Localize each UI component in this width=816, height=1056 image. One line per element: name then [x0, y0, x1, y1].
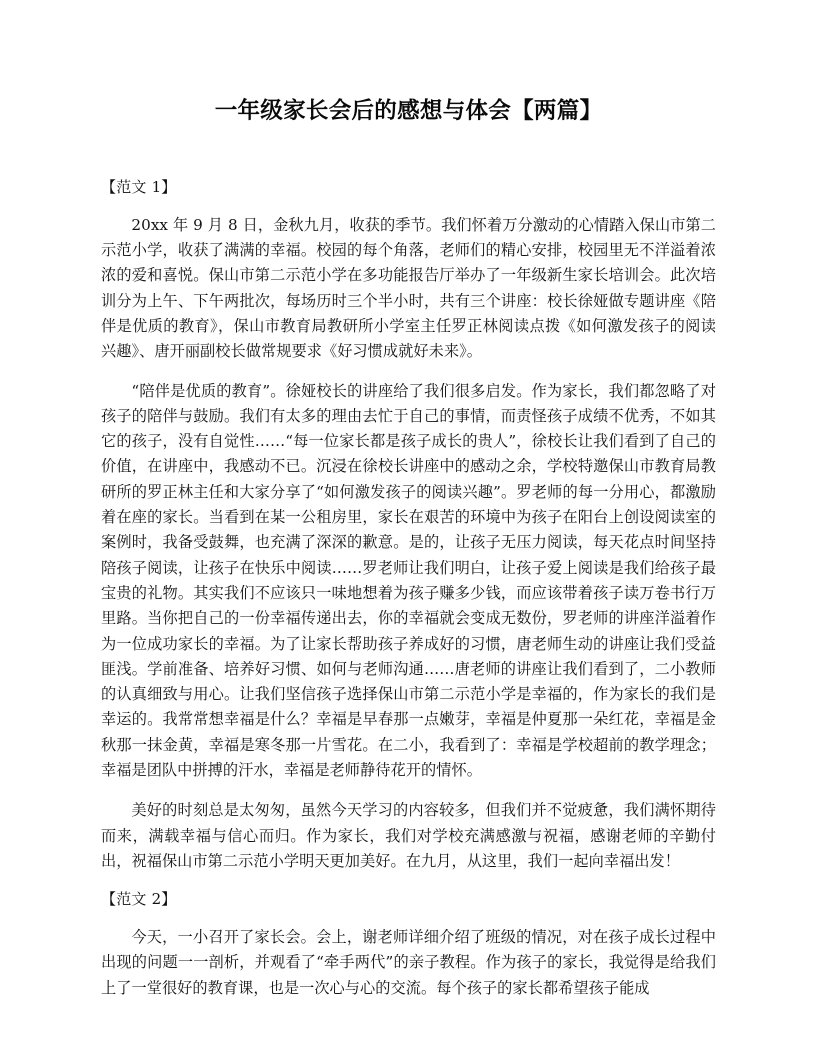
section-tag-2: 【范文 2】 — [101, 890, 177, 909]
paragraph: “陪伴是优质的教育”。徐娅校长的讲座给了我们很多启发。作为家长，我们都忽略了对孩子的陪伴与鼓励。我们有太多的理由去忙于自己的事情，而责怪孩子成绩不优秀，不如其它的孩子，没有自觉性……“每一位家长都是孩子成长的贵人”，徐校长让我们看到了自己的价值，在讲座中，我感动不已。沉浸在徐校长讲座中的感动之余，学校特邀保山市教育局教研所的罗正林主任和大家分享了“如何激发孩子的阅读兴趣”。罗老师的每一分用心，都激励着在座的家长。当看到在某一公租房里，家长在艰苦的环境中为孩子在阳台上创设阅读室的案例时，我备受鼓舞，也充满了深深的歉意。是的，让孩子无压力阅读，每天花点时间坚持陪孩子阅读，让孩子在快乐中阅读……罗老师让我们明白，让孩子爱上阅读是我们给孩子最宝贵的礼物。其实我们不应该只一味地想着为孩子赚多少钱，而应该带着孩子读万卷书行万里路。当你把自己的一份幸福传递出去，你的幸福就会变成无数份，罗老师的讲座洋溢着作为一位成功家长的幸福。为了让家长帮助孩子养成好的习惯，唐老师生动的讲座让我们受益匪浅。学前准备、培养好习惯、如何与老师沟通……唐老师的讲座让我们看到了，二小教师的认真细致与用心。让我们坚信孩子选择保山市第二示范小学是幸福的，作为家长的我们是幸运的。我常常想幸福是什么？幸福是早春那一点嫩芽，幸福是仲夏那一朵红花，幸福是金秋那一抹金黄，幸福是寒冬那一片雪花。在二小，我看到了：幸福是学校超前的教学理念；幸福是团队中拼搏的汗水，幸福是老师静待花开的情怀。 — [101, 381, 716, 779]
paragraph: 20xx 年 9 月 8 日，金秋九月，收获的季节。我们怀着万分激动的心情踏入保山市第二示范小学，收获了满满的幸福。校园的每个角落，老师们的精心安排，校园里无不洋溢着浓浓的爱和喜悦。保山市第二示范小学在多功能报告厅举办了一年级新生家长培训会。此次培训分为上午、下午两批次，每场历时三个半小时，共有三个讲座：校长徐娅做专题讲座《陪伴是优质的教育》，保山市教育局教研所小学室主任罗正林阅读点拨《如何激发孩子的阅读兴趣》、唐开丽副校长做常规要求《好习惯成就好未来》。 — [101, 215, 716, 361]
spacer-p2 — [101, 783, 716, 798]
spacer-title — [101, 125, 716, 177]
paragraph: 美好的时刻总是太匆匆，虽然今天学习的内容较多，但我们并不觉疲惫，我们满怀期待而来，满载幸福与信心而归。作为家长，我们对学校充满感激与祝福，感谢老师的辛勤付出，祝福保山市第二示范小学明天更加美好。在九月，从这里，我们一起向幸福出发！ — [101, 801, 716, 870]
page-title: 一年级家长会后的感想与体会【两篇】 — [214, 98, 603, 124]
spacer-p1 — [101, 365, 716, 379]
spacer-p3 — [101, 874, 716, 889]
section-tag-1: 【范文 1】 — [101, 178, 177, 196]
spacer-tag-2 — [101, 911, 716, 925]
spacer-tag-1 — [101, 199, 716, 213]
paragraph: 今天，一小召开了家长会。会上，谢老师详细介绍了班级的情况，对在孩子成长过程中出现的问题一一剖析，并观看了“牵手两代”的亲子教程。作为孩子的家长，我觉得是给我们上了一堂很好的教育课，也是一次心与心的交流。每个孩子的家长都希望孩子能成 — [101, 927, 716, 997]
document-body — [101, 0, 716, 1001]
